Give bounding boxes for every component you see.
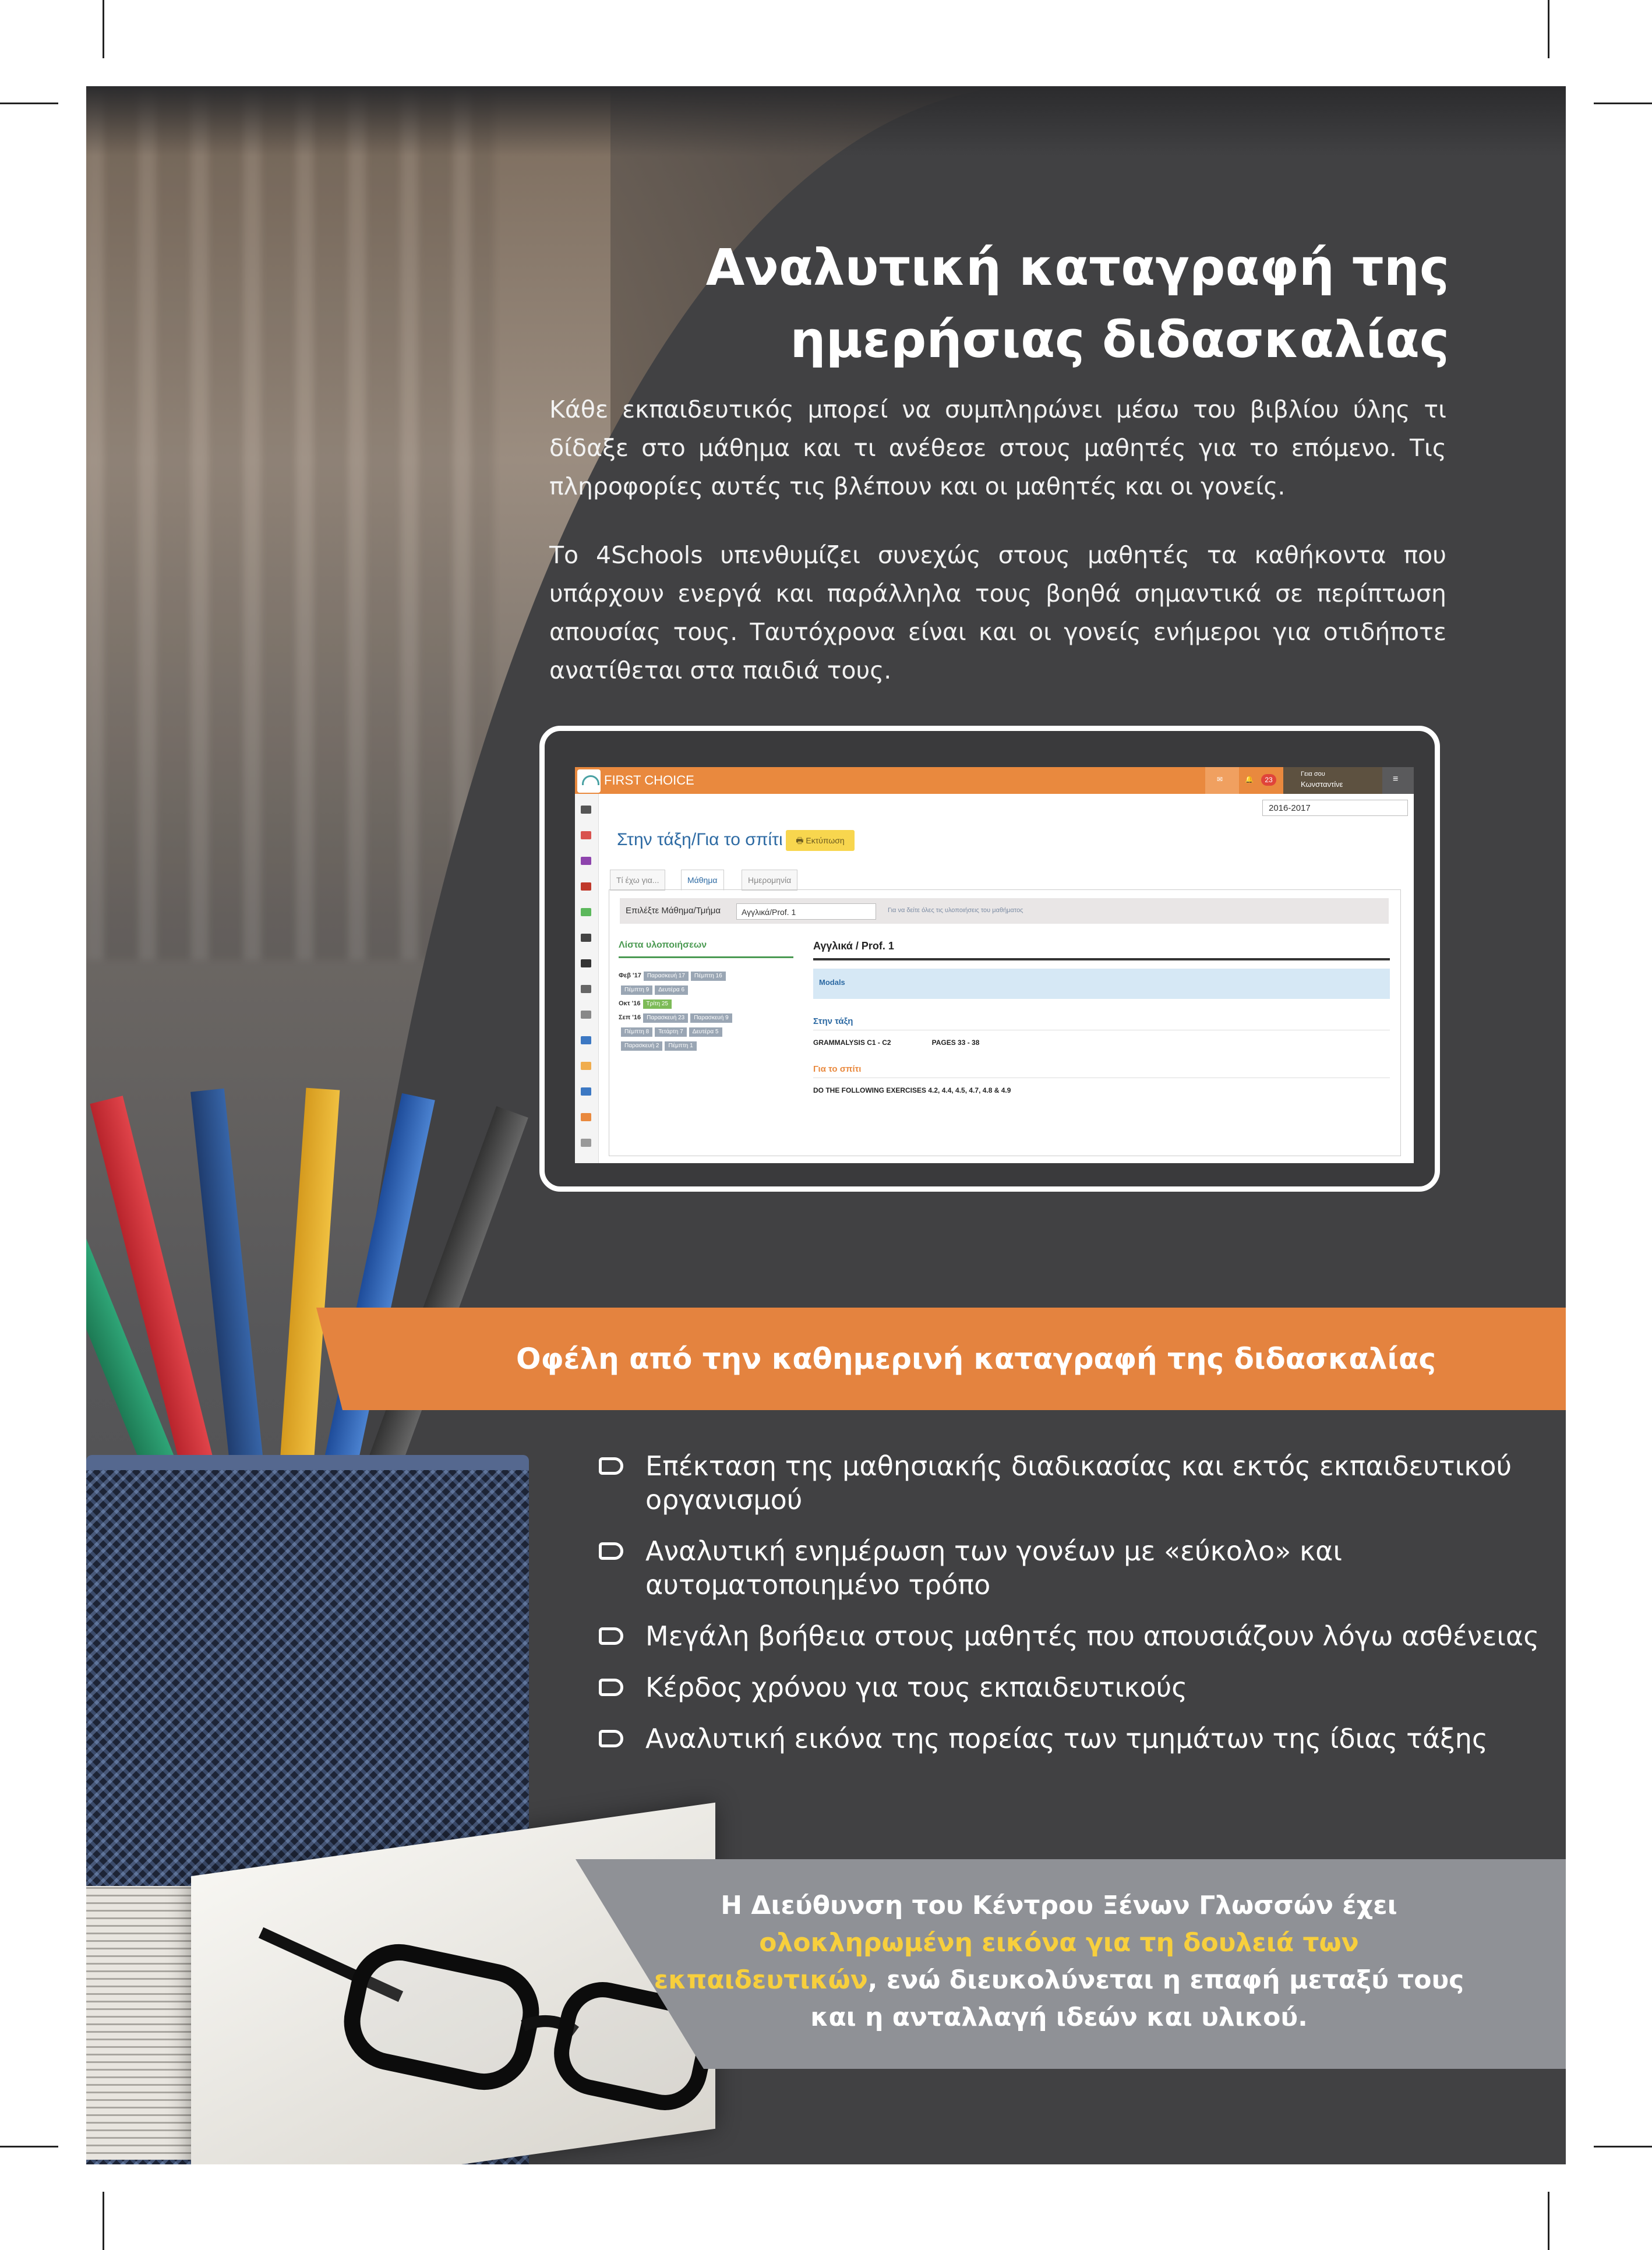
row-month-label: Σεπ '16 [619,1014,641,1021]
in-class-pages: PAGES 33 - 38 [931,1039,980,1047]
homework-heading: Για το σπίτι [813,1064,1390,1078]
grid-icon[interactable] [581,1087,591,1096]
list-row [619,983,793,997]
checkbox-icon [599,1627,623,1645]
date-chip[interactable]: Δευτέρα 5 [689,1027,722,1037]
app-screenshot-frame [539,726,1440,1192]
tab-content [609,889,1401,1156]
crop-mark [1548,2192,1549,2250]
title-line-1: Αναλυτική καταγραφή της [705,239,1449,297]
date-chip[interactable]: Πέμπτη 8 [621,1027,652,1037]
in-class-item [813,1039,1390,1047]
app-sidebar [575,794,599,1163]
date-chip[interactable]: Τετάρτη 7 [655,1027,686,1037]
date-chip[interactable]: Πέμπτη 1 [665,1041,696,1051]
list-row [619,969,793,983]
print-button[interactable]: 🖶 Εκτύπωση [786,830,855,851]
benefits-title: Οφέλη από την καθημερινή καταγραφή της διδασκαλίας [516,1342,1436,1376]
user-greeting: Γεια σου [1301,771,1325,778]
list-rows [619,969,793,1052]
crop-mark [1594,103,1652,104]
closing-part-2: , ενώ διευκολύνεται η επαφή μεταξύ τους και η ανταλλαγή ιδεών και υλικού. [810,1965,1464,2032]
implementations-list [619,940,793,1052]
chat-icon[interactable] [581,1113,591,1121]
top-shade [86,86,1566,156]
intro-paragraph-1: Κάθε εκπαιδευτικός μπορεί να συμπληρώνει μέσω του βιβλίου ύλης τι δίδαξε στο μάθημα και τι ανέθεσε στους μαθητές για το επόμενο. Τις πληροφορίες αυτές τις βλέπουν και οι μαθητές και οι γονείς. [549,395,1446,500]
list-row [619,1039,793,1052]
mail-icon[interactable]: ✉ [1205,767,1239,794]
paperclip-icon[interactable] [581,1139,591,1147]
list-row [619,1025,793,1039]
date-chip[interactable]: Παρασκευή 17 [644,972,689,981]
benefit-item [599,1449,1554,1517]
app-screenshot [575,767,1414,1163]
notification-badge: 23 [1261,774,1276,786]
date-chip[interactable]: Παρασκευή 2 [621,1041,662,1051]
pencils-illustration [98,1076,506,1484]
lesson-detail [813,940,1390,1094]
crop-mark [1548,0,1549,58]
benefit-text: Μεγάλη βοήθεια στους μαθητές που απουσιάζουν λόγω ασθένειας [645,1620,1540,1652]
user-menu[interactable] [1283,767,1382,794]
closing-text [645,1887,1473,2036]
crop-mark [0,2146,58,2147]
benefit-text: Αναλυτική εικόνα της πορείας των τμημάτων της ίδιας τάξης [645,1723,1488,1754]
crop-mark [103,2192,104,2250]
checkbox-icon [599,1679,623,1696]
brochure-page [86,86,1566,2164]
row-month-label: Οκτ '16 [619,1000,641,1007]
tab-date[interactable]: Ημερομηνία [742,870,797,891]
calendar-icon[interactable] [581,831,591,839]
crop-mark [0,103,58,104]
bookshelf-blur [86,86,494,960]
filter-hint: Για να δείτε όλες τις υλοποιήσεις του μαθήματος [888,907,1023,914]
dashboard-icon[interactable] [581,1036,591,1044]
benefit-item [599,1534,1554,1602]
benefit-text: Επέκταση της μαθησιακής διαδικασίας και εκτός εκπαιδευτικού οργανισμού [645,1450,1512,1516]
app-topbar [575,767,1414,794]
notebook-icon[interactable] [581,934,591,942]
intro-paragraph-2: Το 4Schools υπενθυμίζει συνεχώς στους μαθητές τα καθήκοντα που υπάρχουν ενεργά και παράλληλα τους βοηθά σημαντικά σε περίπτωση απουσίας τους. Ταυτόχρονα είναι και οι γονείς ενήμεροι για οτιδήποτε ανατίθεται στα παιδιά τους. [549,541,1446,684]
lesson-select[interactable]: Αγγλικά/Prof. 1 [736,903,876,920]
title-line-2: ημερήσιας διδασκαλίας [790,311,1449,369]
first-aid-icon[interactable] [581,882,591,891]
date-chip[interactable]: Παρασκευή 23 [643,1013,688,1023]
list-title: Λίστα υλοποιήσεων [619,940,793,958]
user-name: Κωνσταντίνε [1301,780,1343,789]
date-chip[interactable]: Τρίτη 25 [643,999,672,1009]
school-year-select[interactable]: 2016-2017 [1262,800,1408,816]
benefit-text: Αναλυτική ενημέρωση των γονέων με «εύκολο» και αυτοματοποιημένο τρόπο [645,1535,1343,1601]
bell-icon[interactable]: 🔔 23 [1239,767,1283,794]
date-chip[interactable]: Δευτέρα 6 [655,986,688,995]
filter-label: Επιλέξτε Μάθημα/Τμήμα [626,906,721,916]
benefit-item [599,1670,1554,1704]
crop-mark [103,0,104,58]
app-heading: Στην τάξη/Για το σπίτι [617,830,783,849]
crop-mark [1594,2146,1652,2147]
print-label: Εκτύπωση [806,836,845,845]
filter-bar [620,898,1389,924]
briefcase-icon[interactable] [581,959,591,967]
checkbox-icon [599,1542,623,1560]
list-row [619,997,793,1011]
list-row [619,1011,793,1025]
detail-title: Αγγλικά / Prof. 1 [813,940,1390,960]
checkbox-icon [599,1457,623,1475]
hamburger-menu-icon[interactable]: ≡ [1382,767,1414,794]
app-logo [577,769,601,793]
home-icon[interactable] [581,806,591,814]
date-chip[interactable]: Παρασκευή 9 [690,1013,732,1023]
tab-lesson[interactable]: Μάθημα [681,870,724,891]
benefit-text: Κέρδος χρόνου για τους εκπαιδευτικούς [645,1672,1188,1703]
in-class-text: GRAMMALYSIS C1 - C2 [813,1039,891,1047]
benefit-item [599,1619,1554,1653]
homework-item: DO THE FOLLOWING EXERCISES 4.2, 4.4, 4.5, 4.7, 4.8 & 4.9 [813,1086,1011,1094]
topic-box: Modals [813,969,1390,999]
in-class-heading: Στην τάξη [813,1016,1390,1030]
closing-highlight: ολοκληρωμένη εικόνα για τη δουλειά των εκπαιδευτικών [654,1928,1359,1995]
book-icon[interactable] [581,908,591,916]
benefit-item [599,1722,1554,1756]
pencil-blue [320,1093,435,1488]
briefcase-icon[interactable] [581,985,591,993]
tab-what-i-have[interactable]: Τί έχω για... [610,870,665,891]
closing-part-1: Η Διεύθυνση του Κέντρου Ξένων Γλωσσών έχει [721,1891,1397,1920]
date-chip[interactable]: Πέμπτη 16 [691,972,726,981]
envelope-icon[interactable] [581,857,591,865]
benefits-list [599,1449,1554,1773]
date-chip[interactable]: Πέμπτη 9 [621,986,652,995]
laptop-icon[interactable] [581,1011,591,1019]
checkbox-icon [599,1730,623,1747]
row-month-label: Φεβ '17 [619,972,641,979]
app-brand: FIRST CHOICE [604,773,694,787]
warning-icon[interactable] [581,1062,591,1070]
page-title [576,232,1449,376]
